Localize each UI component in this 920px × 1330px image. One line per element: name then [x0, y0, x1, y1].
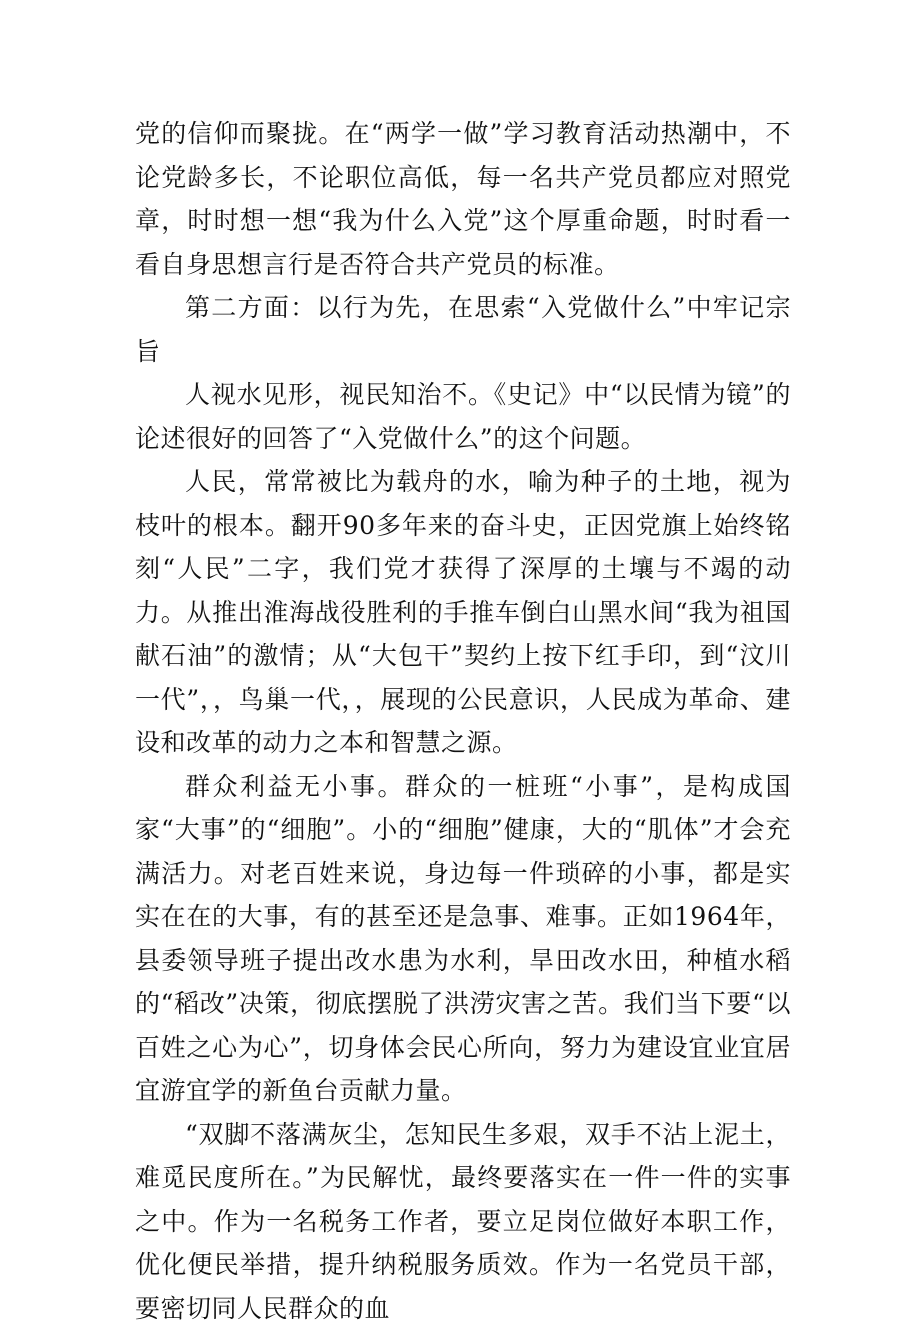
paragraph: 人民，常常被比为载舟的水，喻为种子的土地，视为枝叶的根本。翻开90多年来的奋斗史，正因党旗上始终铭刻“人民”二字，我们党才获得了深厚的土壤与不竭的动力。从推出淮海战役胜利的手推车倒白山黑水间“我为祖国献石油”的激情；从“大包干”契约上按下红手印，到“汶川一代”，，鸟巢一代，，展现的公民意识，人民成为革命、建设和改革的动力之本和智慧之源。: [135, 460, 791, 765]
section-heading: 第二方面：以行为先，在思索“入党做什么”中牢记宗旨: [135, 286, 791, 373]
paragraph: 群众利益无小事。群众的一桩班“小事”，是构成国家“大事”的“细胞”。小的“细胞”健康，大的“肌体”才会充满活力。对老百姓来说，身边每一件琐碎的小事，都是实实在在的大事，有的甚至还是急事、难事。正如1964年，县委领导班子提出改水患为水利，旱田改水田，种植水稻的“稻改”决策，彻底摆脱了洪涝灾害之苦。我们当下要“以百姓之心为心”，切身体会民心所向，努力为建设宜业宜居宜游宜学的新鱼台贡献力量。: [135, 765, 791, 1113]
paragraph-continuation: 党的信仰而聚拢。在“两学一做”学习教育活动热潮中，不论党龄多长，不论职位高低，每一名共产党员都应对照党章，时时想一想“我为什么入党”这个厚重命题，时时看一看自身思想言行是否符合共产党员的标准。: [135, 112, 791, 286]
paragraph: “双脚不落满灰尘，怎知民生多艰，双手不沾上泥土，难觅民度所在。”为民解忧，最终要落实在一件一件的实事之中。作为一名税务工作者，要立足岗位做好本职工作，优化便民举措，提升纳税服务质效。作为一名党员干部，要密切同人民群众的血: [135, 1113, 791, 1330]
document-body: [135, 112, 791, 1330]
paragraph: 人视水见形，视民知治不。《史记》中“以民情为镜”的论述很好的回答了“入党做什么”的这个问题。: [135, 373, 791, 460]
